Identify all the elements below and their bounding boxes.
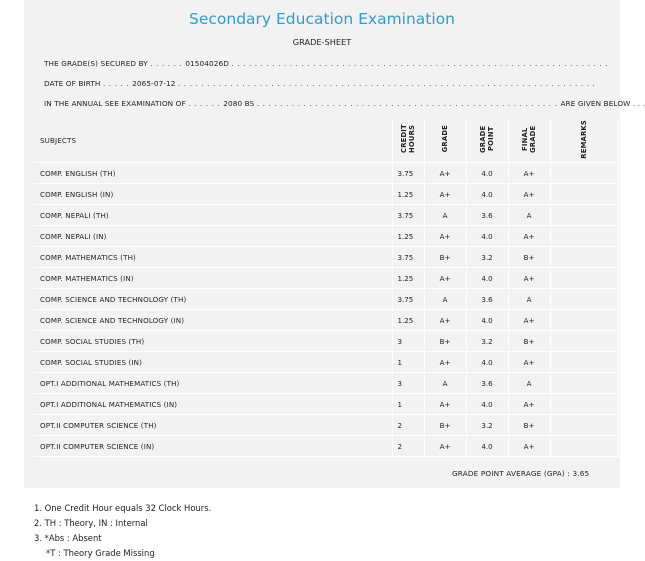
- grade-point-cell: 3.2: [466, 247, 508, 268]
- subject-cell: OPT.I ADDITIONAL MATHEMATICS (TH): [34, 373, 392, 394]
- grade-cell: A+: [424, 226, 466, 247]
- table-row: [34, 205, 618, 226]
- dob-line: DATE OF BIRTH . . . . . 2065-07-12 . . . . . . . . . . . . . . . . . . . . . . . . . . . . . . . . . . . . . . . . . . . . . . . . . . . . . . . . . . . . . . . . . . . . . . . .: [44, 79, 596, 88]
- remarks-cell: [550, 373, 618, 394]
- table-header-row: [34, 118, 618, 163]
- credit-cell: 1.25: [392, 268, 424, 289]
- symbol-number: 01504026D: [185, 59, 229, 68]
- table-row: [34, 268, 618, 289]
- credit-cell: 3.75: [392, 247, 424, 268]
- grade-cell: A+: [424, 436, 466, 457]
- footnote-item: 3. *Abs : Absent: [34, 533, 102, 543]
- exam-label: IN THE ANNUAL SEE EXAMINATION OF: [44, 99, 186, 108]
- credit-cell: 3: [392, 331, 424, 352]
- footnote-item: 1. One Credit Hour equals 32 Clock Hours.: [34, 503, 212, 513]
- credit-cell: 3.75: [392, 163, 424, 184]
- table-row: [34, 289, 618, 310]
- subject-cell: COMP. NEPALI (TH): [34, 205, 392, 226]
- remarks-cell: [550, 352, 618, 373]
- table-row: [34, 310, 618, 331]
- remarks-cell: [550, 394, 618, 415]
- subject-cell: COMP. ENGLISH (IN): [34, 184, 392, 205]
- footnotes: [34, 501, 211, 561]
- remarks-cell: [550, 415, 618, 436]
- grade-point-cell: 4.0: [466, 226, 508, 247]
- remarks-cell: [550, 268, 618, 289]
- subject-cell: COMP. MATHEMATICS (TH): [34, 247, 392, 268]
- grade-point-cell: 4.0: [466, 436, 508, 457]
- table-row: [34, 331, 618, 352]
- final-grade-cell: A+: [508, 394, 550, 415]
- grade-cell: B+: [424, 331, 466, 352]
- table-row: [34, 184, 618, 205]
- final-grade-cell: A: [508, 373, 550, 394]
- grade-point-cell: 4.0: [466, 163, 508, 184]
- remarks-cell: [550, 205, 618, 226]
- dob-value: 2065-07-12: [132, 79, 176, 88]
- grade-point-cell: 3.6: [466, 289, 508, 310]
- remarks-cell: [550, 436, 618, 457]
- table-row: [34, 163, 618, 184]
- grade-cell: A: [424, 205, 466, 226]
- credit-cell: 1.25: [392, 184, 424, 205]
- header-final-grade: FINAL GRADE: [508, 118, 550, 163]
- final-grade-cell: A+: [508, 163, 550, 184]
- gpa-value: 3.65: [572, 469, 590, 478]
- dob-label: DATE OF BIRTH: [44, 79, 101, 88]
- grade-point-cell: 4.0: [466, 310, 508, 331]
- grade-secured-label: THE GRADE(S) SECURED BY: [44, 59, 148, 68]
- grade-point-cell: 3.2: [466, 331, 508, 352]
- final-grade-cell: A+: [508, 268, 550, 289]
- grade-point-cell: 3.6: [466, 373, 508, 394]
- final-grade-cell: B+: [508, 415, 550, 436]
- subject-cell: COMP. SCIENCE AND TECHNOLOGY (TH): [34, 289, 392, 310]
- footnote-item: 2. TH : Theory, IN : Internal: [34, 518, 148, 528]
- remarks-cell: [550, 226, 618, 247]
- gpa-line: [452, 469, 589, 478]
- final-grade-cell: A+: [508, 310, 550, 331]
- subject-cell: COMP. MATHEMATICS (IN): [34, 268, 392, 289]
- grade-cell: A: [424, 289, 466, 310]
- credit-cell: 1: [392, 352, 424, 373]
- subject-cell: COMP. SOCIAL STUDIES (IN): [34, 352, 392, 373]
- table-row: [34, 247, 618, 268]
- grade-sheet: [24, 0, 645, 488]
- footnote-item: *T : Theory Grade Missing: [46, 548, 155, 558]
- table-row: [34, 436, 618, 457]
- header-remarks: REMARKS: [550, 118, 618, 163]
- grade-point-cell: 4.0: [466, 268, 508, 289]
- table-row: [34, 226, 618, 247]
- credit-cell: 2: [392, 436, 424, 457]
- credit-cell: 3: [392, 373, 424, 394]
- gpa-label: GRADE POINT AVERAGE (GPA) :: [452, 469, 570, 478]
- table-row: [34, 373, 618, 394]
- grade-point-cell: 4.0: [466, 394, 508, 415]
- header-credit-hours: CREDIT HOURS: [392, 118, 424, 163]
- grade-cell: B+: [424, 247, 466, 268]
- final-grade-cell: A: [508, 205, 550, 226]
- remarks-cell: [550, 331, 618, 352]
- subject-cell: COMP. SCIENCE AND TECHNOLOGY (IN): [34, 310, 392, 331]
- final-grade-cell: A+: [508, 226, 550, 247]
- header-grade: GRADE: [424, 118, 466, 163]
- remarks-cell: [550, 163, 618, 184]
- grade-point-cell: 3.6: [466, 205, 508, 226]
- grade-cell: A+: [424, 352, 466, 373]
- subject-cell: OPT.II COMPUTER SCIENCE (IN): [34, 436, 392, 457]
- grade-cell: A+: [424, 184, 466, 205]
- page-title: Secondary Education Examination: [189, 10, 455, 28]
- credit-cell: 1: [392, 394, 424, 415]
- page-subtitle: GRADE-SHEET: [292, 37, 352, 47]
- table-row: [34, 415, 618, 436]
- subject-cell: OPT.I ADDITIONAL MATHEMATICS (IN): [34, 394, 392, 415]
- remarks-cell: [550, 310, 618, 331]
- remarks-cell: [550, 184, 618, 205]
- credit-cell: 2: [392, 415, 424, 436]
- credit-cell: 3.75: [392, 289, 424, 310]
- grade-point-cell: 4.0: [466, 184, 508, 205]
- header-subjects: SUBJECTS: [34, 118, 392, 163]
- exam-line: IN THE ANNUAL SEE EXAMINATION OF . . . . . . 2080 BS . . . . . . . . . . . . . . . . . . . . . . . . . . . . . . . . . . . . . . . . . . . . . . . . . . . . ARE GIVEN BELOW . . .: [44, 99, 645, 108]
- subject-cell: OPT.II COMPUTER SCIENCE (TH): [34, 415, 392, 436]
- table-row: [34, 394, 618, 415]
- final-grade-cell: B+: [508, 331, 550, 352]
- grades-table: [34, 118, 619, 457]
- grade-cell: A+: [424, 268, 466, 289]
- grade-cell: A+: [424, 310, 466, 331]
- remarks-cell: [550, 289, 618, 310]
- credit-cell: 1.25: [392, 226, 424, 247]
- final-grade-cell: A+: [508, 352, 550, 373]
- grade-cell: A+: [424, 394, 466, 415]
- grade-secured-line: THE GRADE(S) SECURED BY . . . . . . 01504026D . . . . . . . . . . . . . . . . . . . . . . . . . . . . . . . . . . . . . . . . . . . . . . . . . . . . . . . . . . . . . . . . .: [44, 59, 609, 68]
- subject-cell: COMP. SOCIAL STUDIES (TH): [34, 331, 392, 352]
- final-grade-cell: B+: [508, 247, 550, 268]
- grade-point-cell: 3.2: [466, 415, 508, 436]
- credit-cell: 3.75: [392, 205, 424, 226]
- table-row: [34, 352, 618, 373]
- header-grade-point: GRADE POINT: [466, 118, 508, 163]
- exam-year: 2080 BS: [223, 99, 255, 108]
- grade-cell: A: [424, 373, 466, 394]
- remarks-cell: [550, 247, 618, 268]
- credit-cell: 1.25: [392, 310, 424, 331]
- final-grade-cell: A+: [508, 184, 550, 205]
- final-grade-cell: A+: [508, 436, 550, 457]
- grade-point-cell: 4.0: [466, 352, 508, 373]
- given-below: ARE GIVEN BELOW . . .: [560, 99, 645, 108]
- subject-cell: COMP. ENGLISH (TH): [34, 163, 392, 184]
- final-grade-cell: A: [508, 289, 550, 310]
- subject-cell: COMP. NEPALI (IN): [34, 226, 392, 247]
- grade-cell: A+: [424, 163, 466, 184]
- grade-cell: B+: [424, 415, 466, 436]
